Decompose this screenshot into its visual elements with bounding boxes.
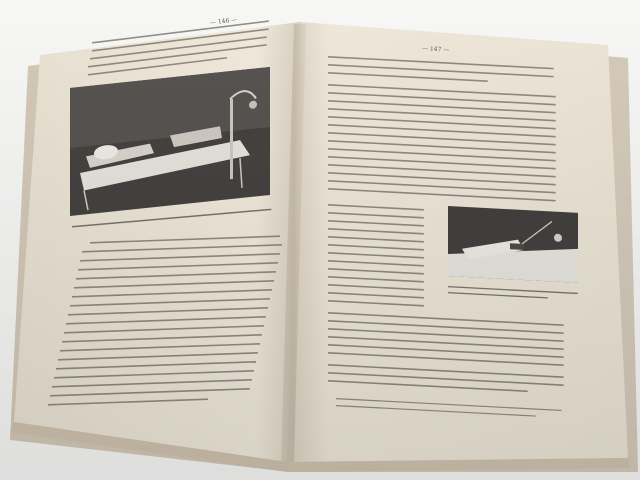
- right-page-number-visible: — 147 —: [421, 45, 450, 54]
- left-page-number-visible: — 146 —: [209, 16, 238, 27]
